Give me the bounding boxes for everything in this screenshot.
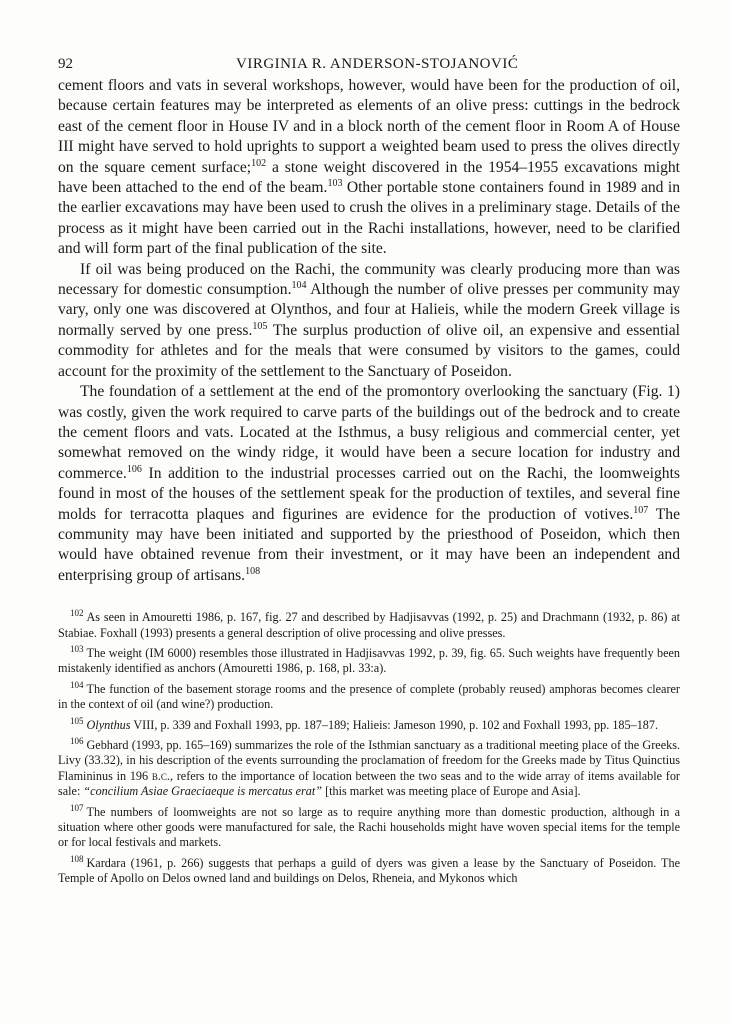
footnote-ref-102[interactable]: 102 bbox=[251, 157, 267, 169]
footnote-italic-title: Olynthus bbox=[86, 717, 131, 732]
footnote-text: The numbers of loomweights are not so large as to require anything more than domestic production, although in a situation where other goods were manufactured for sale, the Rachi households might have woven special items for the temple or for local festivals and markets. bbox=[58, 804, 680, 850]
footnote-number: 104 bbox=[70, 679, 84, 690]
footnote-number: 107 bbox=[70, 802, 84, 813]
footnote-text: The weight (IM 6000) resembles those illustrated in Hadjisavvas 1992, p. 39, fig. 65. Such weights have frequently been mistakenly identified as anchors (Amouretti 1986, p. 168, pl. 33:a). bbox=[58, 645, 680, 676]
page-header bbox=[58, 48, 680, 76]
footnote-number: 103 bbox=[70, 643, 84, 654]
footnote-ref-104[interactable]: 104 bbox=[291, 279, 307, 291]
footnote-era: b.c. bbox=[151, 768, 170, 783]
footnote-ref-106[interactable]: 106 bbox=[126, 463, 142, 475]
footnote-text: The function of the basement storage rooms and the presence of complete (probably reused) amphoras becomes clearer in the context of oil (and wine?) production. bbox=[58, 681, 680, 712]
footnote-ref-103[interactable]: 103 bbox=[327, 177, 343, 189]
paragraph-text: The foundation of a settlement at the end of the promontory overlooking the sanctuary (Fig. 1) was costly, given the work required to carve parts of the buildings out of the bedrock and to create the cement floors and vats. Located at the Isthmus, a busy religious and commercial center, yet somewhat removed on the windy ridge, it would have been a secure location for industry and commerce. bbox=[58, 383, 680, 482]
paragraph-2 bbox=[58, 260, 680, 382]
footnote-104 bbox=[58, 679, 680, 713]
paragraph-text: cement floors and vats in several workshops, however, would have been for the production of oil, because certain features may be interpreted as elements of an olive press: cuttings in the bedrock east of the cement floor in House IV and in a block north of the cement floor in Room A of House III might have served to hold uprights to support a weighted beam used to press the olives directly on the square cement surface; bbox=[58, 77, 680, 176]
main-text bbox=[58, 76, 680, 586]
paragraph-text: If oil was being produced on the Rachi, the community was clearly producing more than was necessary for domestic consumption. bbox=[58, 260, 680, 299]
footnote-105 bbox=[58, 715, 680, 733]
footnote-ref-108[interactable]: 108 bbox=[245, 565, 261, 577]
footnote-number: 105 bbox=[70, 715, 84, 726]
footnote-latin-quote: “concilium Asiae Graeciaeque is mercatus erat” bbox=[83, 784, 323, 799]
footnote-text: As seen in Amouretti 1986, p. 167, fig. 27 and described by Hadjisavvas (1992, p. 25) and Drachmann (1932, p. 86) at Stabiae. Foxhall (1993) presents a general description of olive processing and olive presses. bbox=[58, 610, 680, 640]
paragraph-text: Although the number of olive presses per community may vary, only one was discovered at Olynthos, and four at Halieis, while the modern Greek village is normally served by one press. bbox=[58, 281, 680, 339]
footnote-ref-107[interactable]: 107 bbox=[633, 504, 649, 516]
paragraph-text: In addition to the industrial processes carried out on the Rachi, the loomweights found in most of the houses of the settlement speak for the production of textiles, and several fine molds for terracotta plaques and figurines are evidence for the production of votives. bbox=[58, 464, 680, 523]
page-number: 92 bbox=[58, 56, 73, 72]
page bbox=[58, 48, 680, 892]
footnote-text: VIII, p. 339 and Foxhall 1993, pp. 187–189; Halieis: Jameson 1990, p. 102 and Foxhall 1993, pp. 185–187. bbox=[130, 717, 659, 732]
paragraph-text: a stone weight discovered in the 1954–1955 excavations might have been attached to the end of the beam. bbox=[58, 158, 680, 197]
footnote-102 bbox=[58, 610, 680, 641]
paragraph-3 bbox=[58, 382, 680, 586]
footnote-108 bbox=[58, 853, 680, 887]
footnote-number: 108 bbox=[70, 853, 84, 864]
footnote-106 bbox=[58, 735, 680, 800]
footnote-107 bbox=[58, 802, 680, 851]
footnote-ref-105[interactable]: 105 bbox=[252, 320, 268, 332]
footnotes bbox=[58, 610, 680, 887]
paragraph-text: The community may have been initiated and supported by the priesthood of Poseidon, which then would have obtained revenue from their investment, or it may have been an independent and enterprising group of artisans. bbox=[58, 505, 680, 584]
footnote-text: [this market was meeting place of Europe and Asia]. bbox=[322, 784, 581, 799]
footnote-number: 106 bbox=[70, 735, 84, 746]
paragraph-text: Other portable stone containers found in 1989 and in the earlier excavations may have been used to crush the olives in a preliminary stage. Details of the process as it might have been carried out in the Rachi installations, however, need to be clarified and will form part of the final publication of the site. bbox=[58, 179, 680, 258]
running-head: VIRGINIA R. ANDERSON-STOJANOVIĆ bbox=[236, 56, 519, 72]
footnote-number: 102 bbox=[70, 608, 84, 619]
footnote-text: Kardara (1961, p. 266) suggests that perhaps a guild of dyers was given a lease by the Sanctuary of Poseidon. The Temple of Apollo on Delos owned land and buildings on Delos, Rheneia, and Mykonos which bbox=[58, 855, 680, 886]
footnote-text: Gebhard (1993, pp. 165–169) summarizes the role of the Isthmian sanctuary as a traditional meeting place of the Greeks. Livy (33.32), in his description of the events surrounding the proclamation of freedom for the Greeks made by Titus Quinctius Flamininus in 196 bbox=[58, 738, 680, 783]
paragraph-1 bbox=[58, 76, 680, 260]
paragraph-text: The surplus production of olive oil, an expensive and essential commodity for athletes and for the meals that were consumed by visitors to the games, could account for the proximity of the settlement to the Sanctuary of Poseidon. bbox=[58, 321, 680, 380]
footnote-text: , refers to the importance of location between the two seas and to the wide array of items available for sale: bbox=[58, 768, 680, 799]
footnote-103 bbox=[58, 643, 680, 677]
